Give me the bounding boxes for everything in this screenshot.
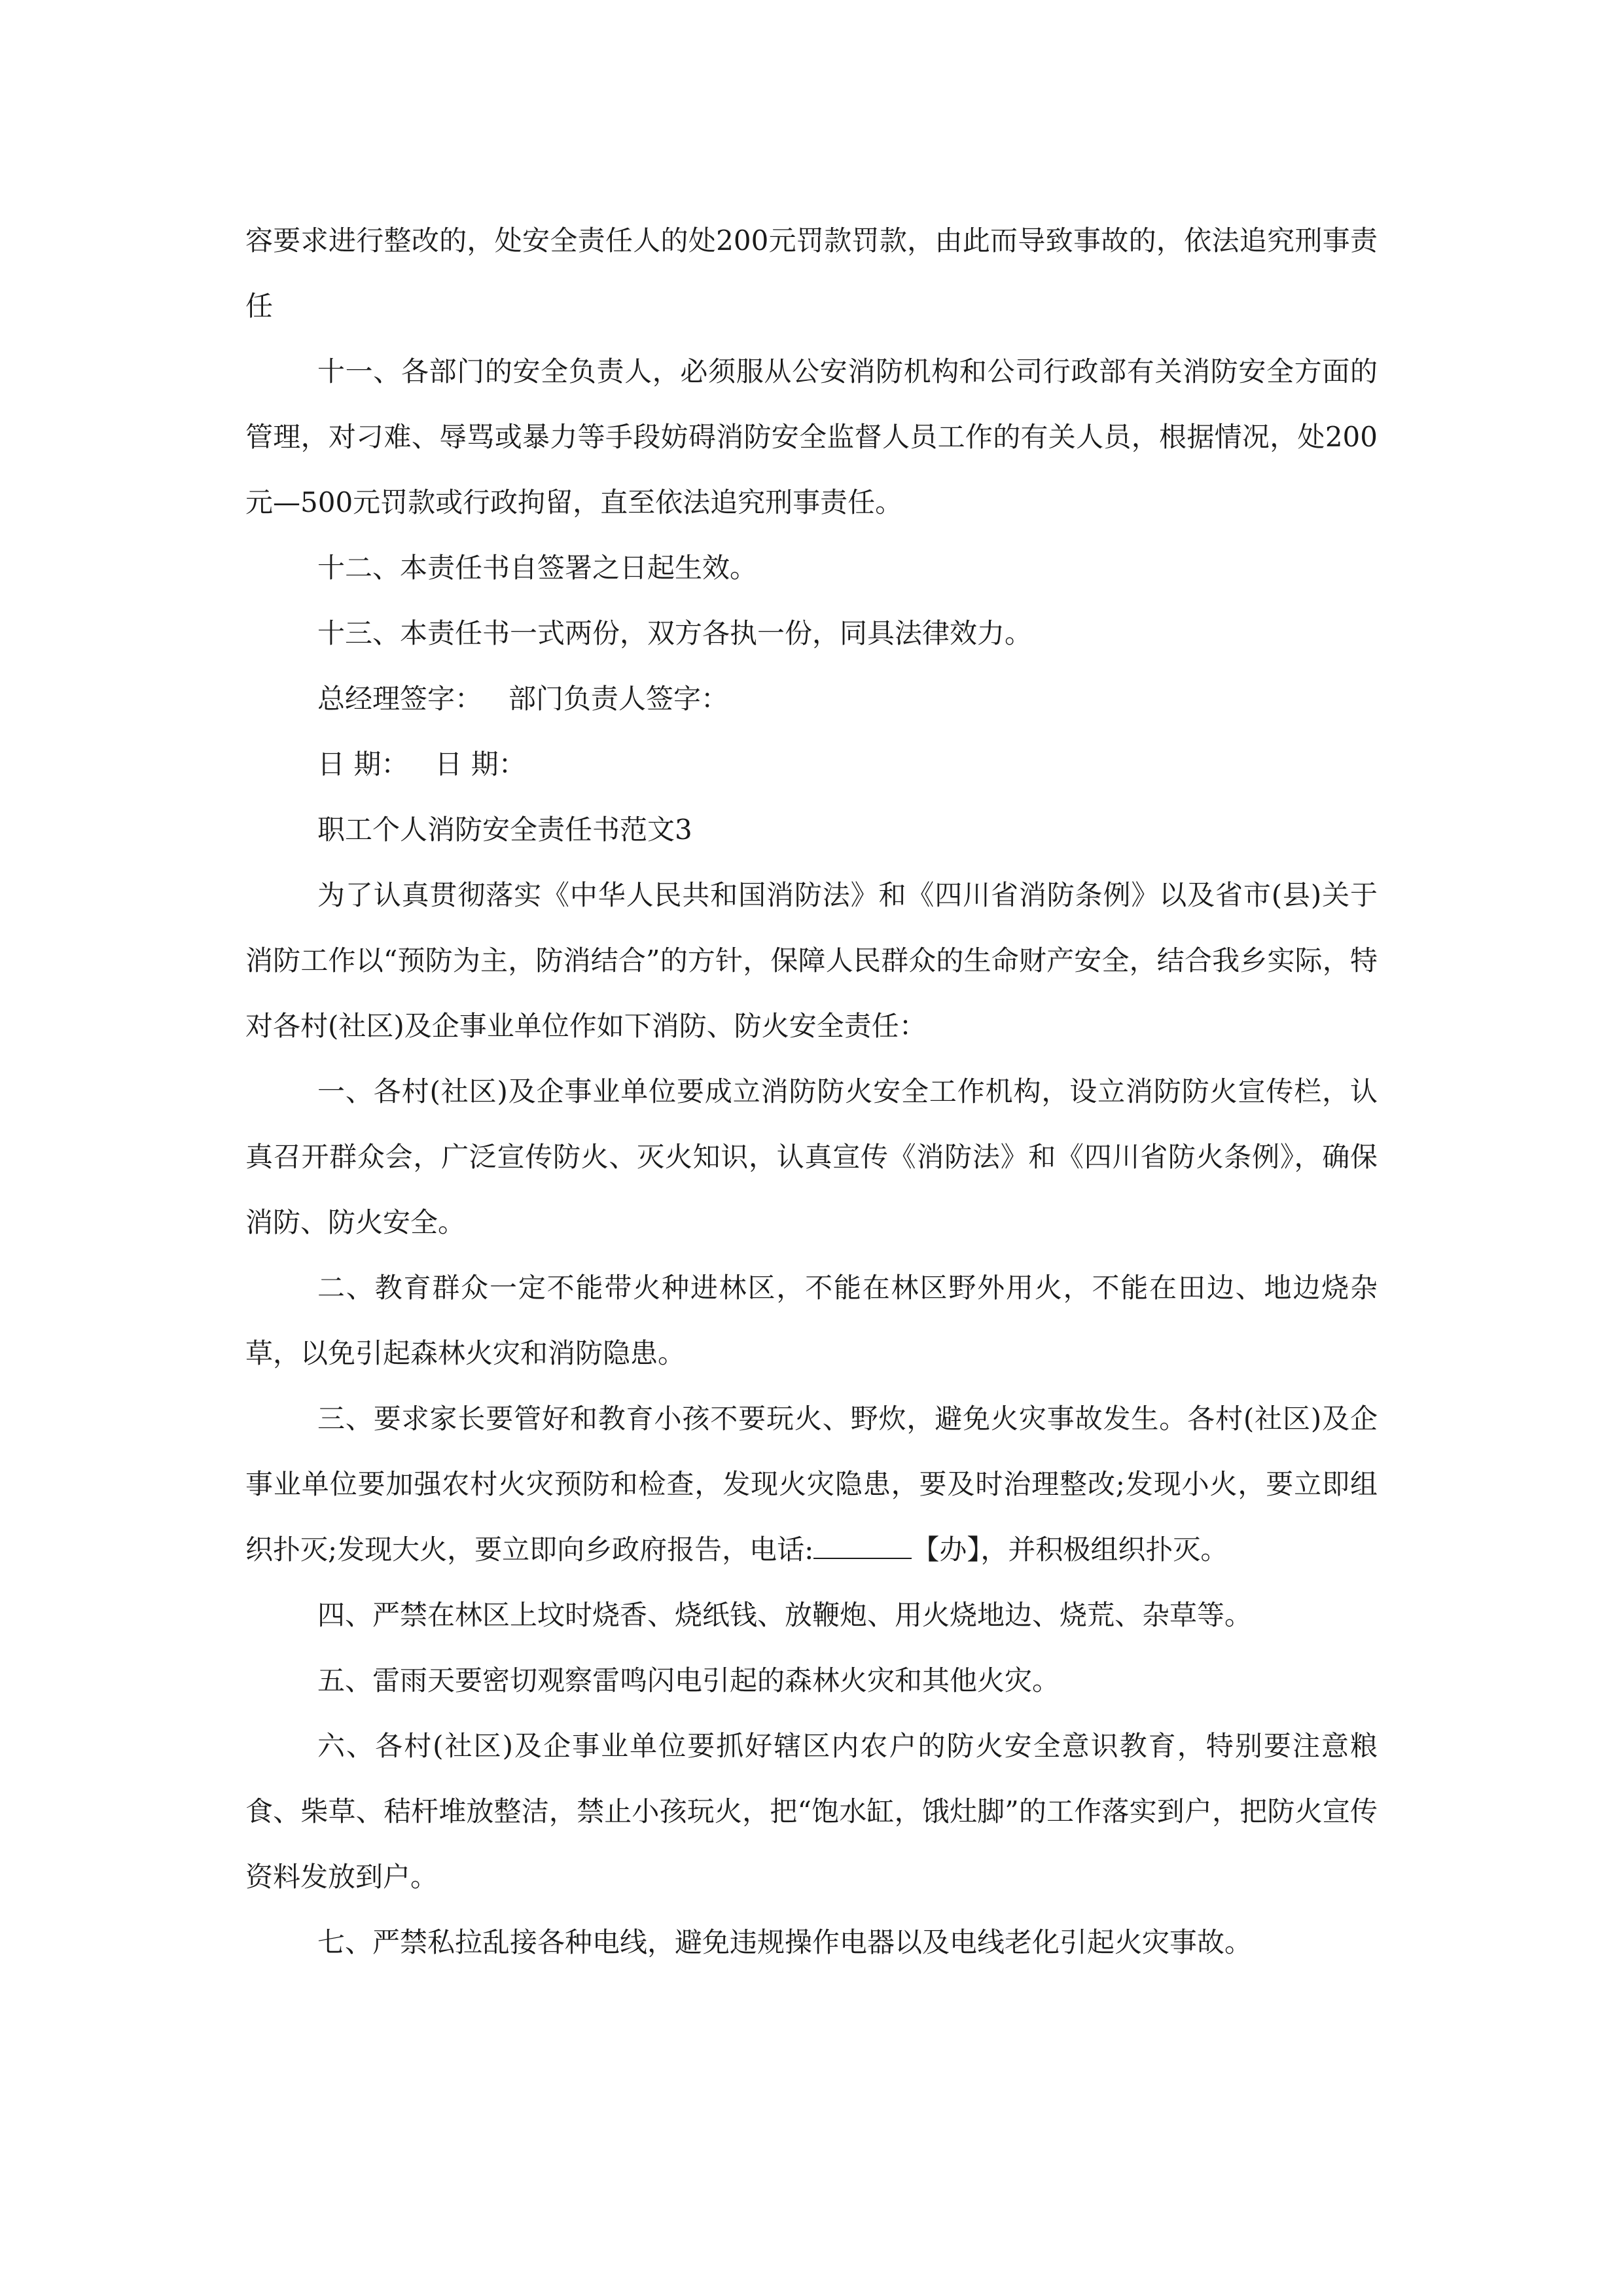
date-label-right: 日 期： [435, 748, 526, 780]
item-three-text: 三、要求家长要管好和教育小孩不要玩火、野炊，避免火灾事故发生。各村(社区)及企事业单位要加强农村火灾预防和检查，发现火灾隐患，要及时治理整改;发现小火，要立即组织扑灭;发现大火，要立即向乡政府报告，电话: [245, 1403, 1378, 1566]
document-body [245, 208, 1378, 1975]
paragraph-continuation: 容要求进行整改的，处安全责任人的处200元罚款罚款，由此而导致事故的，依法追究刑事责任 [245, 224, 1378, 322]
date-line [245, 732, 1378, 797]
paragraph-item-three [245, 1386, 1378, 1583]
paragraph-twelve: 十二、本责任书自签署之日起生效。 [317, 552, 758, 584]
paragraph-eleven: 十一、各部门的安全负责人，必须服从公安消防机构和公司行政部有关消防安全方面的管理，对刁难、辱骂或暴力等手段妨碍消防安全监督人员工作的有关人员，根据情况，处200元—500元罚款或行政拘留，直至依法追究刑事责任。 [245, 355, 1378, 518]
paragraph-item-six: 六、各村(社区)及企事业单位要抓好辖区内农户的防火安全意识教育，特别要注意粮食、柴草、秸杆堆放整洁，禁止小孩玩火，把“饱水缸，饿灶脚”的工作落实到户，把防火宣传资料发放到户。 [245, 1730, 1378, 1893]
paragraph-intro: 为了认真贯彻落实《中华人民共和国消防法》和《四川省消防条例》以及省市(县)关于消防工作以“预防为主，防消结合”的方针，保障人民群众的生命财产安全，结合我乡实际，特对各村(社区)及企事业单位作如下消防、防火安全责任： [245, 879, 1378, 1042]
phone-blank-line [813, 1535, 912, 1559]
date-label-left: 日 期： [317, 748, 409, 780]
paragraph-item-seven: 七、严禁私拉乱接各种电线，避免违规操作电器以及电线老化引起火灾事故。 [317, 1926, 1253, 1958]
general-manager-signature-label: 总经理签字： [317, 683, 483, 715]
paragraph-item-five: 五、雷雨天要密切观察雷鸣闪电引起的森林火灾和其他火灾。 [317, 1664, 1060, 1696]
paragraph-item-two: 二、教育群众一定不能带火种进林区，不能在林区野外用火，不能在田边、地边烧杂草，以免引起森林火灾和消防隐患。 [245, 1272, 1378, 1369]
signature-line [245, 666, 1378, 732]
department-head-signature-label: 部门负责人签字： [508, 683, 729, 715]
section-title: 职工个人消防安全责任书范文3 [317, 814, 692, 846]
paragraph-item-four: 四、严禁在林区上坟时烧香、烧纸钱、放鞭炮、用火烧地边、烧荒、杂草等。 [317, 1599, 1253, 1631]
item-three-tail: 【办】，并积极组织扑灭。 [912, 1534, 1228, 1566]
paragraph-item-one: 一、各村(社区)及企事业单位要成立消防防火安全工作机构，设立消防防火宣传栏，认真召开群众会，广泛宣传防火、灭火知识，认真宣传《消防法》和《四川省防火条例》，确保消防、防火安全。 [245, 1075, 1378, 1238]
paragraph-thirteen: 十三、本责任书一式两份，双方各执一份，同具法律效力。 [317, 617, 1033, 649]
